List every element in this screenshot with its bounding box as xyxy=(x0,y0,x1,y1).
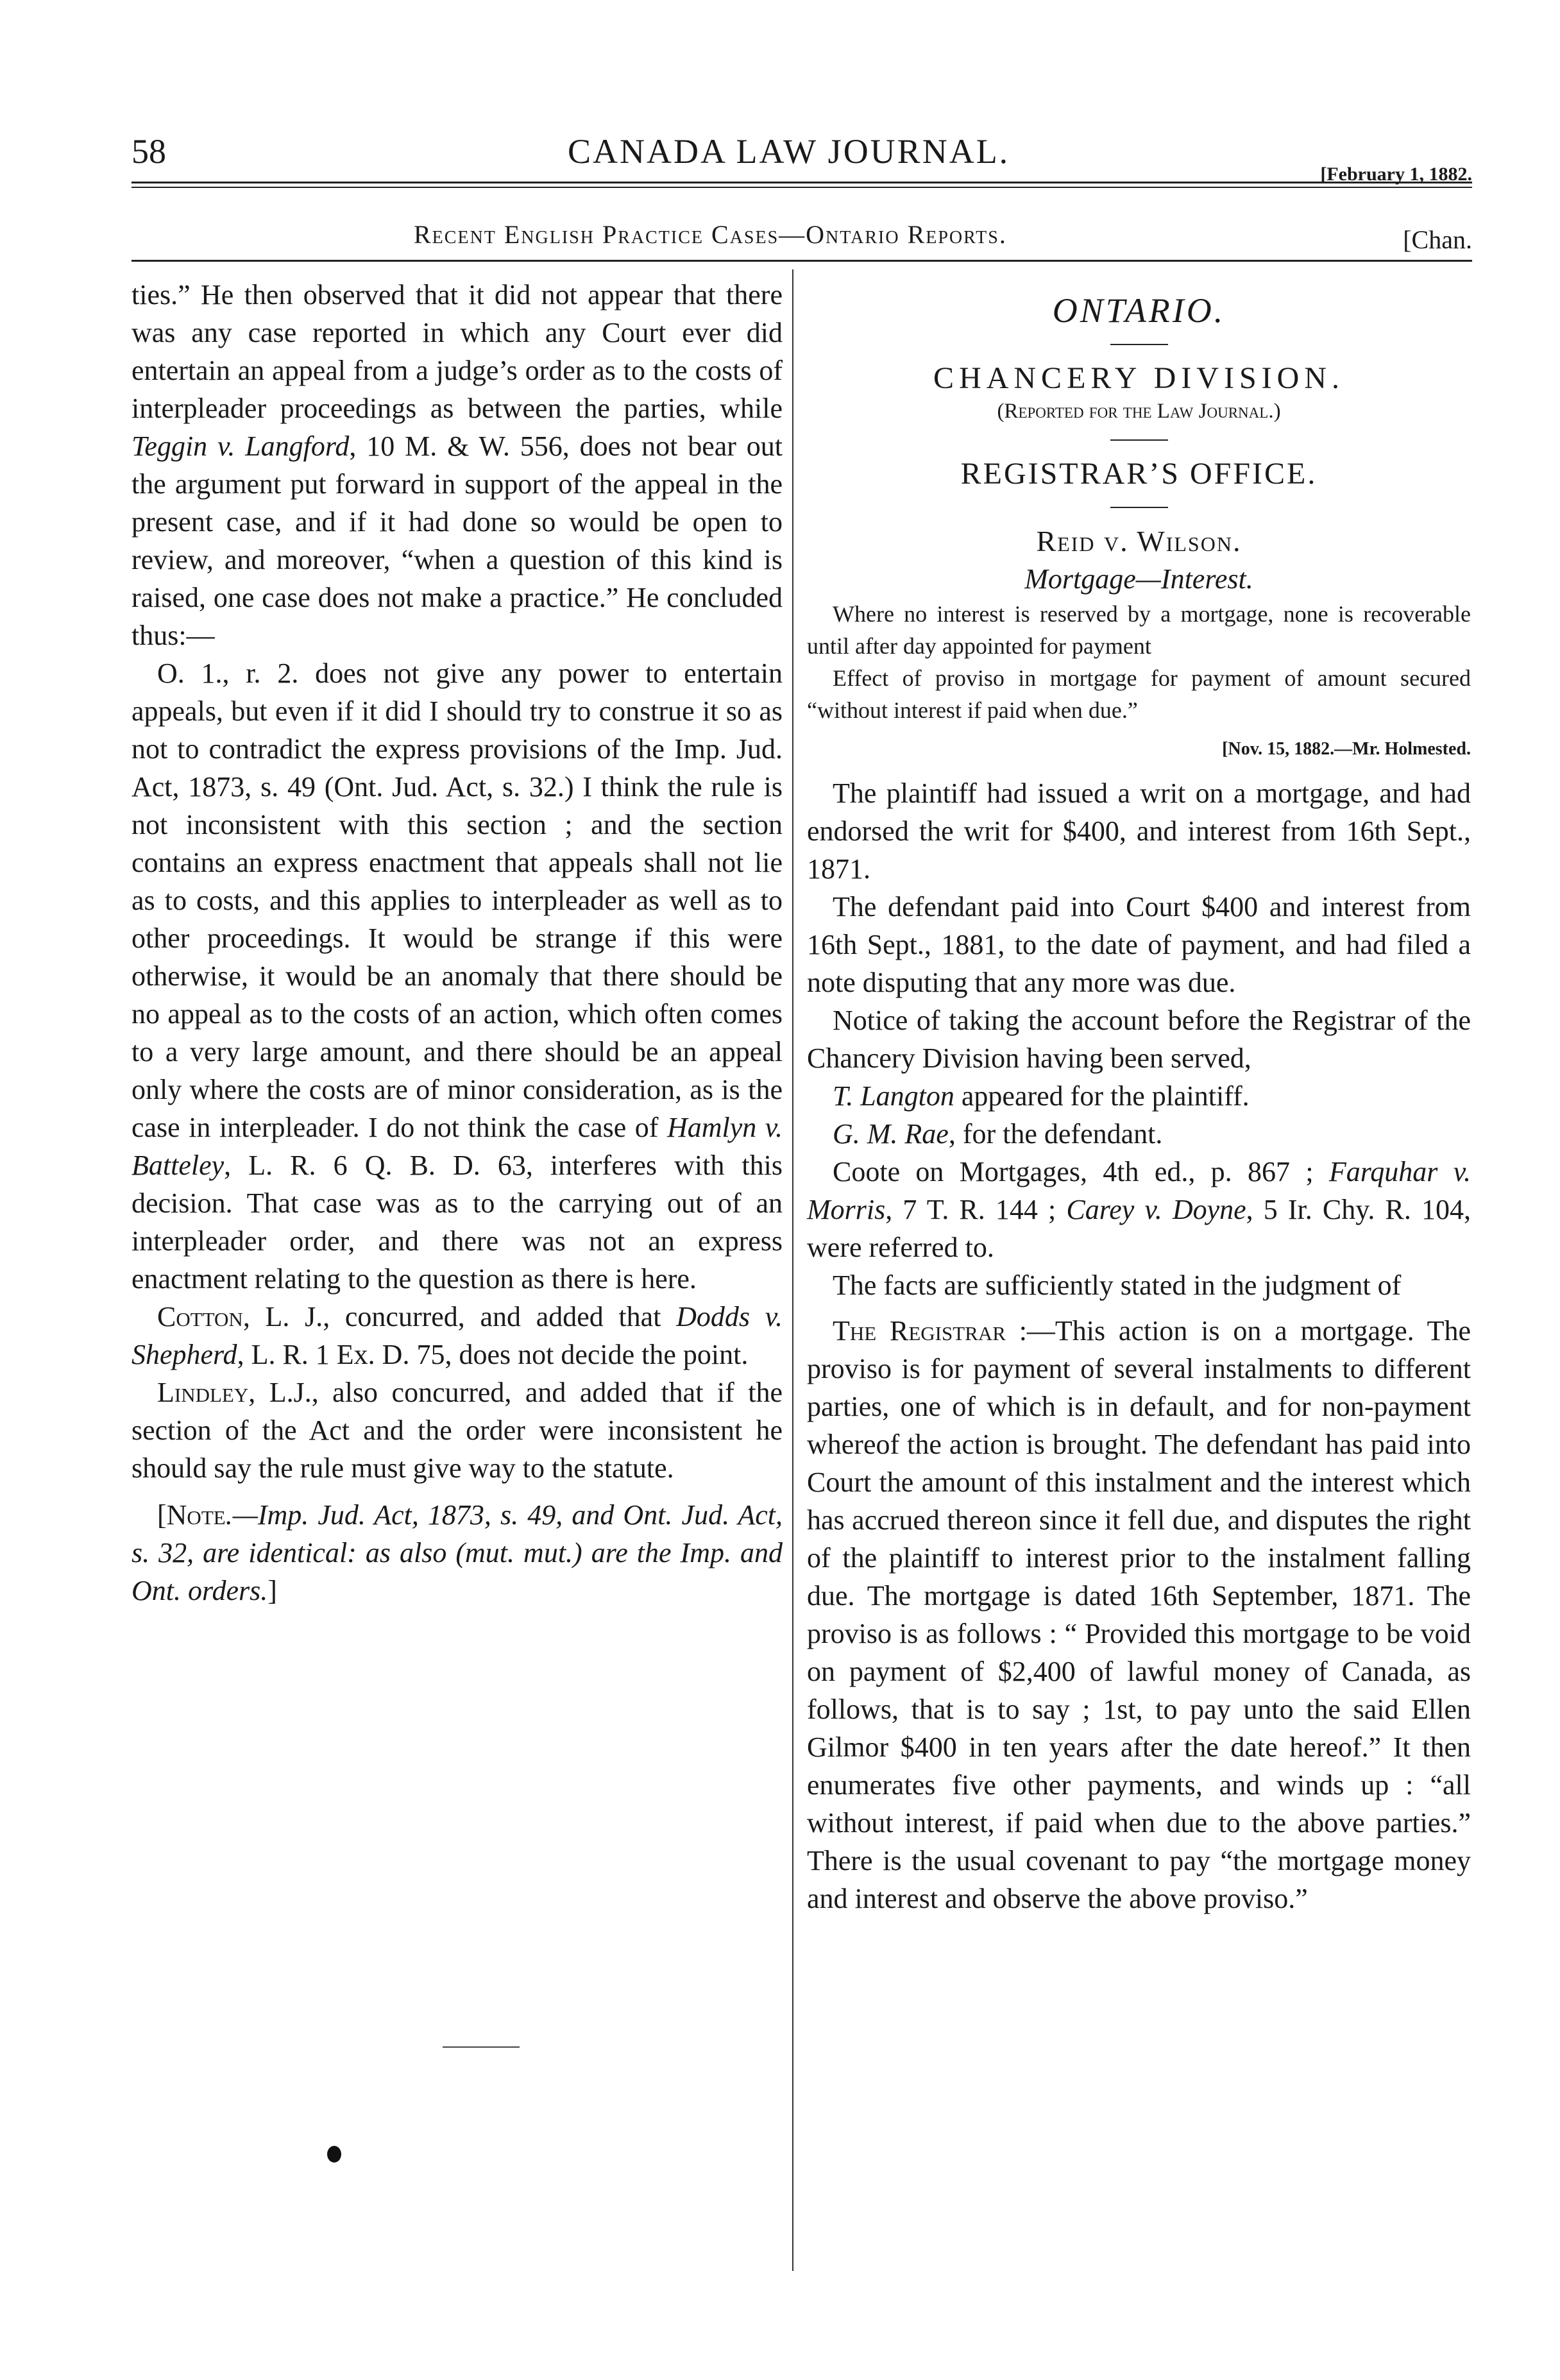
end-rule xyxy=(443,2046,520,2048)
right-column xyxy=(807,276,1471,1917)
case-subject: Mortgage—Interest. xyxy=(1024,563,1253,595)
office-heading: REGISTRAR’S OFFICE. xyxy=(960,457,1318,491)
judge-name: Lindley xyxy=(157,1377,249,1408)
section-tag: [Chan. xyxy=(1403,225,1472,254)
court-date-note: [Nov. 15, 1882.—Mr. Holmested. xyxy=(1222,739,1471,759)
paragraph: The Registrar :—This action is on a mortgage. The proviso is for payment of several instalments to different parties, one of which is in default, and for non-payment whereof the action is brought. The defendant has paid into Court the amount of this instalment and the interest which has accrued thereon since it fell due, and disputes the right of the plaintiff to interest prior to the instalment falling due. The mortgage is dated 16th September, 1871. The proviso is as follows : “ Provided this mortgage to be void on payment of $2,400 of lawful money of Canada, as follows, that is to say ; 1st, to pay unto the said Ellen Gilmor $400 in ten years after the date hereof.” It then enumerates five other payments, and winds up : “all without interest, if paid when due to the above parties.” There is the usual covenant to pay “the mortgage money and interest and observe the above proviso.” xyxy=(807,1315,1471,1914)
paragraph: Cotton, L. J., concurred, and added that Dodds v. Shepherd, L. R. 1 Ex. D. 75, does not decide the point. xyxy=(131,1301,783,1370)
paragraph: The plaintiff had issued a writ on a mortgage, and had endorsed the writ for $400, and interest from 16th Sept., 1871. xyxy=(807,778,1471,885)
paragraph: ties.” He then observed that it did not appear that there was any case reported in which any Court ever did entertain an appeal from a judge’s order as to the costs of interpleader proceedings as between the parties, while Teggin v. Langford, 10 M. & W. 556, does not bear out the argument put forward in support of the appeal in the present case, and if it had done so would be open to review, and moreover, “when a question of this kind is raised, one case does not make a practice.” He concluded thus:— xyxy=(131,279,783,651)
case-name: Hamlyn v. Batteley xyxy=(131,1112,783,1181)
counsel-name: T. Langton xyxy=(833,1080,954,1112)
short-rule xyxy=(1110,507,1168,508)
province-heading: ONTARIO. xyxy=(1052,291,1226,330)
case-name: Dodds v. Shepherd xyxy=(131,1301,783,1370)
case-name: Carey v. Doyne xyxy=(1066,1194,1246,1225)
reported-note: (Reported for the Law Journal.) xyxy=(997,400,1281,423)
division-heading: CHANCERY DIVISION. xyxy=(933,361,1344,395)
editor-note: [Note.—Imp. Jud. Act, 1873, s. 49, and Ont. Jud. Act, s. 32, are identical: as also (mut. mut.) are the Imp. and Ont. orders.] xyxy=(131,1499,783,1606)
page-header xyxy=(131,125,1472,185)
headnote: Effect of proviso in mortgage for payment of amount secured “without interest if paid when due.” xyxy=(807,665,1471,723)
section-rule xyxy=(131,260,1472,262)
section-title: Recent English Practice Cases—Ontario Reports. xyxy=(414,220,1007,249)
case-name: Farquhar v. Morris xyxy=(807,1156,1471,1225)
header-rule xyxy=(131,182,1472,188)
paragraph: Lindley, L.J., also concurred, and added that if the section of the Act and the order were inconsistent he should say the rule must give way to the statute. xyxy=(131,1377,783,1484)
headnote: Where no interest is reserved by a mortgage, none is recoverable until after day appointed for payment xyxy=(807,601,1471,659)
short-rule xyxy=(1110,439,1168,441)
judge-name: The Registrar xyxy=(833,1315,1006,1347)
paragraph: The defendant paid into Court $400 and interest from 16th Sept., 1881, to the date of payment, and had filed a note disputing that any more was due. xyxy=(807,891,1471,998)
paragraph: O. 1., r. 2. does not give any power to entertain appeals, but even if it did I should try to construe it so as not to contradict the express provisions of the Imp. Jud. Act, 1873, s. 49 (Ont. Jud. Act, s. 32.) I think the rule is not inconsistent with this section ; and the section contains an express enactment that appeals shall not lie as to costs, and this applies to interpleader as well as to other proceedings. It would be strange if this were otherwise, it would be an anomaly that there should be no appeal as to the costs of an action, which often comes to a very large amount, and there should be an appeal only where the costs are of minor consideration, as is the case in interpleader. I do not think the case of Hamlyn v. Batteley, L. R. 6 Q. B. D. 63, interferes with this decision. That case was as to the carrying out of an interpleader order, and there was not an express enactment relating to the question as there is here. xyxy=(131,658,783,1295)
counsel-name: G. M. Rae xyxy=(833,1118,949,1150)
page-number: 58 xyxy=(131,132,166,171)
case-title: Reid v. Wilson. xyxy=(1036,525,1242,557)
paragraph: Coote on Mortgages, 4th ed., p. 867 ; Farquhar v. Morris, 7 T. R. 144 ; Carey v. Doyne, 5 Ir. Chy. R. 104, were referred to. xyxy=(807,1156,1471,1263)
paragraph: Notice of taking the account before the Registrar of the Chancery Division having been served, xyxy=(807,1005,1471,1074)
section-header xyxy=(131,212,1472,254)
journal-title: CANADA LAW JOURNAL. xyxy=(568,132,1010,171)
counsel-line: T. Langton appeared for the plaintiff. xyxy=(833,1080,1250,1112)
left-column xyxy=(131,276,783,1610)
judge-name: Cotton xyxy=(157,1301,243,1332)
issue-date: [February 1, 1882. xyxy=(1320,164,1472,185)
paragraph: The facts are sufficiently stated in the judgment of xyxy=(833,1270,1402,1301)
counsel-line: G. M. Rae, for the defendant. xyxy=(833,1118,1163,1150)
case-name: Teggin v. Langford xyxy=(131,430,350,462)
column-divider xyxy=(792,269,793,2271)
ink-blot xyxy=(327,2146,341,2163)
short-rule xyxy=(1110,344,1168,345)
